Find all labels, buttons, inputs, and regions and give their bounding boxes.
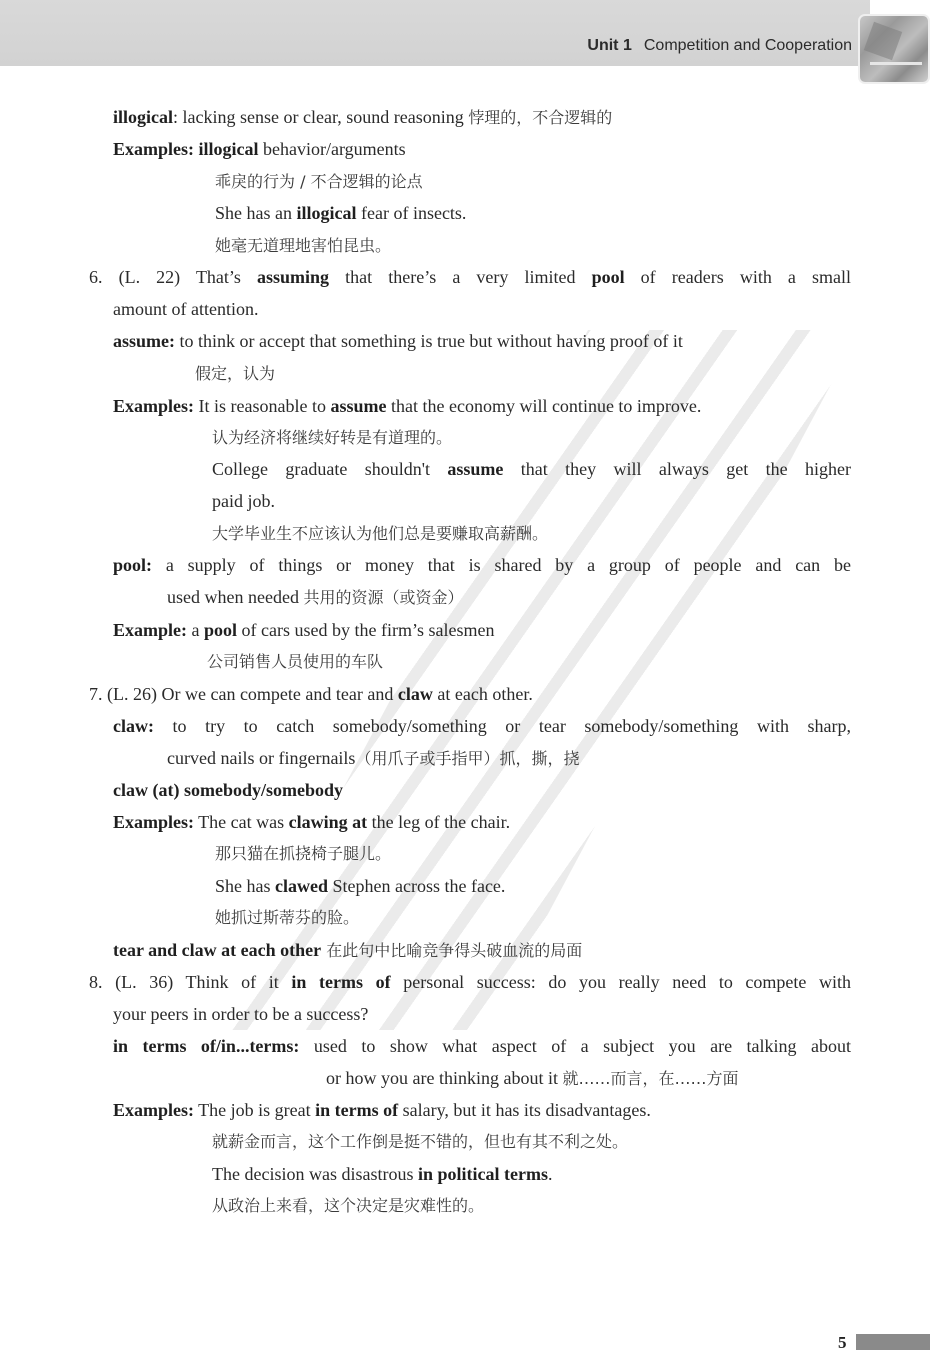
claw-example-2-zh: 她抓过斯蒂芬的脸。 (215, 908, 360, 927)
claw-example-1 (113, 811, 510, 833)
example-text: salary, but it has its disadvantages. (398, 1100, 651, 1120)
sentence-text: Or we can compete and tear and (156, 684, 398, 704)
definition-text: curved nails or fingernails (167, 748, 356, 768)
claw-definition-cont (167, 747, 579, 770)
example-keyword: illogical (198, 139, 259, 159)
term-assume: assume: (113, 331, 175, 351)
item-number: 8. (89, 972, 103, 992)
keyword-pool: pool (591, 267, 625, 287)
illogical-example-2 (215, 202, 466, 224)
running-header-band (0, 0, 870, 66)
item-8-sentence (89, 971, 851, 993)
in-terms-of-definition (113, 1035, 851, 1057)
claw-pattern (113, 779, 343, 801)
definition-text: lacking sense or clear, sound reasoning (178, 107, 469, 127)
sentence-text: That’s (180, 267, 258, 287)
definition-text: to think or accept that something is true but without having proof of it (175, 331, 683, 351)
example-text: behavior/arguments (258, 139, 406, 159)
idiom-zh: 在此句中比喻竞争得头破血流的局面 (321, 941, 583, 960)
term-illogical: illogical (113, 107, 173, 127)
page-number-bar (856, 1334, 930, 1350)
example-text: that the economy will continue to improve. (386, 396, 702, 416)
example-keyword: pool (204, 620, 238, 640)
example-keyword: in terms of (315, 1100, 399, 1120)
pool-definition (113, 554, 851, 576)
assume-example-1 (113, 395, 701, 417)
example-text: The job is great (194, 1100, 316, 1120)
example-text: She has (215, 876, 275, 896)
separator: : (173, 107, 179, 127)
definition-zh: 共用的资源（或资金） (303, 588, 464, 607)
example-text: The decision was disastrous (212, 1164, 418, 1184)
in-terms-of-example-2-zh: 从政治上来看，这个决定是灾难性的。 (212, 1196, 485, 1215)
sentence-text: personal success: do you really need to compete with (390, 972, 852, 992)
term-claw: claw: (113, 716, 154, 736)
sentence-text: of readers with a small (624, 267, 851, 287)
sentence-text: Think of it (173, 972, 292, 992)
item-8-sentence-cont: your peers in order to be a success? (113, 1004, 369, 1024)
example-keyword: illogical (296, 203, 357, 223)
sentence-text: at each other. (432, 684, 533, 704)
example-text: a (187, 620, 204, 640)
item-7-sentence (89, 683, 533, 705)
examples-label: Examples: (113, 139, 194, 159)
definition-text: a supply of things or money that is shared by a group of people and can be (152, 555, 851, 575)
example-text: of cars used by the firm’s salesmen (237, 620, 495, 640)
running-header-title (587, 37, 852, 55)
claw-example-1-zh: 那只猫在抓挠椅子腿儿。 (215, 844, 392, 863)
keyword-claw: claw (397, 684, 433, 704)
assume-definition-zh: 假定，认为 (195, 364, 276, 383)
item-number: 6. (89, 267, 103, 287)
example-text: the leg of the chair. (367, 812, 511, 832)
examples-label: Examples: (113, 1100, 194, 1120)
example-keyword: clawing at (288, 812, 368, 832)
assume-example-2-zh: 大学毕业生不应该认为他们总是要赚取高薪酬。 (212, 524, 549, 543)
example-keyword: assume (330, 396, 387, 416)
line-reference: (L. 36) (115, 972, 174, 992)
example-keyword: clawed (275, 876, 328, 896)
item-number: 7. (89, 684, 103, 704)
illogical-example-1 (113, 138, 406, 160)
example-text: The cat was (194, 812, 289, 832)
example-text: She has an (215, 203, 297, 223)
pool-example (113, 619, 494, 641)
example-keyword: in political terms (417, 1164, 548, 1184)
in-terms-of-definition-cont (326, 1067, 738, 1090)
line-reference: (L. 26) (107, 684, 157, 704)
keyword-in-terms-of: in terms of (291, 972, 391, 992)
term-in-terms-of: in terms of/in...terms: (113, 1036, 300, 1056)
definition-text: to try to catch somebody/something or tear somebody/something with sharp, (153, 716, 851, 736)
example-text: that they will always get the higher (503, 459, 851, 479)
keyword-assuming: assuming (257, 267, 330, 287)
pool-definition-cont (167, 586, 463, 609)
illogical-definition (113, 106, 612, 129)
unit-title: Competition and Cooperation (643, 37, 852, 54)
idiom-phrase: tear and claw at each other (113, 940, 322, 960)
assume-example-2 (212, 458, 851, 480)
definition-text: or how you are thinking about it (326, 1068, 563, 1088)
in-terms-of-example-2 (212, 1163, 552, 1185)
definition-zh: （用爪子或手指甲）抓，撕，挠 (355, 749, 580, 768)
example-label: Example: (113, 620, 187, 640)
definition-zh: 就……而言，在……方面 (562, 1069, 739, 1088)
definition-zh: 悖理的，不合逻辑的 (468, 108, 613, 127)
claw-definition (113, 715, 851, 737)
example-text: It is reasonable to (194, 396, 331, 416)
in-terms-of-example-1-zh: 就薪金而言，这个工作倒是挺不错的，但也有其不利之处。 (212, 1132, 629, 1151)
unit-label: Unit 1 (587, 37, 632, 54)
example-text: fear of insects. (356, 203, 467, 223)
claw-example-2 (215, 875, 505, 897)
assume-definition (113, 330, 683, 352)
page-number: 5 (838, 1333, 847, 1352)
sentence-text: that there’s a very limited (329, 267, 592, 287)
example-keyword: assume (447, 459, 504, 479)
term-pool: pool: (113, 555, 153, 575)
line-reference: (L. 22) (118, 267, 181, 287)
definition-text: used when needed (167, 587, 304, 607)
example-text: Stephen across the face. (328, 876, 506, 896)
example-text: . (547, 1164, 553, 1184)
unit-thumbnail-photo-icon (858, 14, 930, 84)
in-terms-of-example-1 (113, 1099, 651, 1121)
assume-example-1-zh: 认为经济将继续好转是有道理的。 (212, 428, 453, 447)
example-text: College graduate shouldn't (212, 459, 448, 479)
definition-text: used to show what aspect of a subject you are talking about (299, 1036, 851, 1056)
idiom-note (113, 939, 582, 962)
examples-label: Examples: (113, 396, 194, 416)
pool-example-zh: 公司销售人员使用的车队 (207, 652, 384, 671)
examples-label: Examples: (113, 812, 194, 832)
usage-pattern: claw (at) somebody/somebody (113, 780, 343, 800)
item-6-sentence-cont: amount of attention. (113, 299, 259, 319)
item-6-sentence (89, 266, 851, 288)
illogical-example-2-zh: 她毫无道理地害怕昆虫。 (215, 236, 392, 255)
illogical-example-1-zh: 乖戾的行为 / 不合逻辑的论点 (215, 172, 423, 191)
assume-example-2-cont: paid job. (212, 491, 275, 511)
